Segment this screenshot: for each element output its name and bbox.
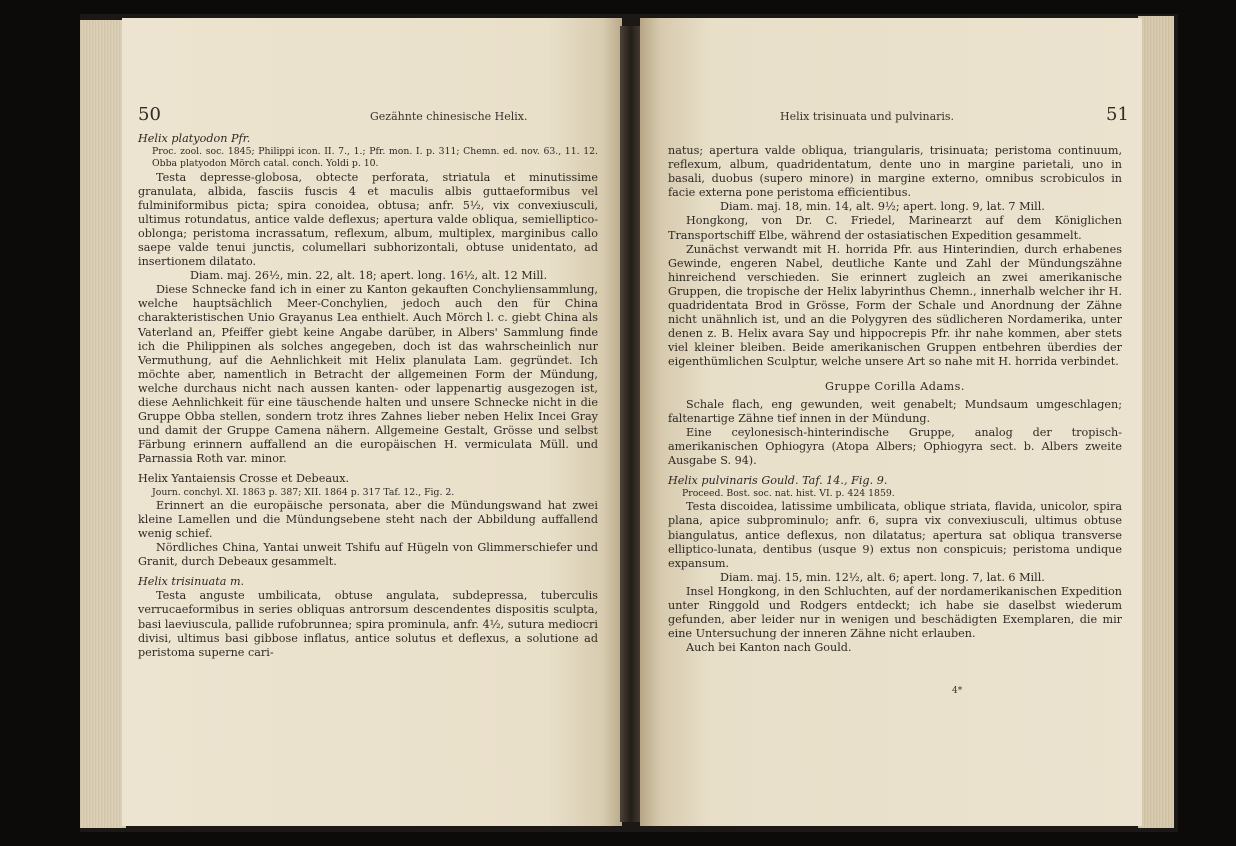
right_page-paragraph: Eine ceylonesisch-hinterindische Gruppe, analog der tropisch-amerikanischen Ophiogyra (Atopa Albers; Ophiogyra sect. b. Albers zweite Ausgabe S. 94). [668,425,1122,467]
left_page-paragraph: Helix platyodon Pfr. [138,132,251,145]
left_page-paragraph: Nördliches China, Yantai unweit Tshifu auf Hügeln von Glimmerschiefer und Granit, durch Debeaux gesammelt. [138,541,598,569]
book-gutter [620,26,642,822]
right_page-paragraph: Diam. maj. 18, min. 14, alt. 9½; apert. long. 9, lat. 7 Mill. [720,200,1045,214]
left_page-paragraph: Helix Yantaiensis Crosse et Debeaux. [138,472,350,486]
left-page [122,18,622,826]
left-page-edges [80,20,126,828]
left_page-paragraph: Erinnert an die europäische personata, aber die Mündungswand hat zwei kleine Lamellen und die Mündungsebene steht nach der Abbildung auffallend wenig schief. [138,498,598,540]
right_page-paragraph: Insel Hongkong, in den Schluchten, auf der nordamerikanischen Expedition unter Ringgold und Rodgers entdeckt; ich habe sie daselbst wiederum gefunden, aber leider nur in wenigen und beschädigten Exemplaren, die mir eine Untersuchung der inneren Zähne nicht erlauben. [668,584,1122,641]
right_page-paragraph: Zunächst verwandt mit H. horrida Pfr. aus Hinterindien, durch erhabenes Gewinde, engeren Nabel, deutliche Kante und Zahl der Mündungszähne hinreichend verschieden. Sie erinnert zugleich an zwei amerikanische Gruppen, die tropische der Helix labyrinthus Chemn., innerhalb welcher ihr H. quadridentata Brod in Grösse, Form der Schale und Anordnung der Zähne nicht unähnlich ist, und an die Polygyren des südlicheren Nordamerika, unter denen z. B. Helix avara Say und hippocrepis Pfr. ihr nahe kommen, aber stets viel kleiner bleiben. Beide amerikanischen Gruppen entbehren überdies der eigenthümlichen Sculptur, welche unsere Art so nahe mit H. horrida verbindet. [668,242,1122,369]
right-running-head: Helix trisinuata und pulvinaris. [780,110,955,123]
left-running-head: Gezähnte chinesische Helix. [370,110,528,123]
right-page-number: 51 [1106,104,1129,125]
right-page [640,18,1142,826]
right_page-paragraph: natus; apertura valde obliqua, triangularis, trisinuata; peristoma continuum, reflexum, album, quadridentatum, dente uno in margine parietali, uno in basali, duobus (supero minore) in margine externo, omnibus scrobiculos in facie externa pone peristoma efficientibus. [668,144,1122,200]
right-page-text [668,144,1122,655]
right_page-paragraph: Diam. maj. 15, min. 12½, alt. 6; apert. long. 7, lat. 6 Mill. [720,570,1045,584]
signature-mark: 4* [952,686,963,696]
right_page-paragraph: Helix pulvinaris Gould. Taf. 14., Fig. 9. [668,474,888,488]
left-page-number: 50 [138,104,161,125]
left_page-paragraph: Proc. zool. soc. 1845; Philippi icon. II. 7., 1.; Pfr. mon. I. p. 311; Chemn. ed. nov. 63., 11. 12. Obba platyodon Mörch catal. conch. Yoldi p. 10. [152,146,598,170]
right_page-paragraph: Testa discoidea, latissime umbilicata, oblique striata, flavida, unicolor, spira plana, apice subprominulo; anfr. 6, supra vix convexiusculi, ultimus obtuse biangulatus, antice deflexus, non dilatatus; apertura sat obliqua transverse elliptico-lunata, dentibus (usque 9) extus non conspicuis; peristoma undique expansum. [668,500,1122,570]
right_page-paragraph: Proceed. Bost. soc. nat. hist. VI. p. 424 1859. [682,488,895,500]
left_page-paragraph: Testa depresse-globosa, obtecte perforata, striatula et minutissime granulata, albida, fasciis fuscis 4 et maculis albis guttaeformibus vel fulminiformibus picta; spira conoidea, obtusa; anfr. 5½, vix convexiusculi, ultimus rotundatus, antice valde deflexus; apertura valde obliqua, semielliptico-oblonga; peristoma incrassatum, reflexum, album, multiplex, marginibus callo saepe valde tenui junctis, columellari subhorizontali, obtuse unidentato, ad insertionem dilatato. [138,170,598,269]
right_page-paragraph: Auch bei Kanton nach Gould. [686,641,852,655]
right-page-edges [1138,16,1174,828]
right_page-paragraph: Schale flach, eng gewunden, weit genabelt; Mundsaum umgeschlagen; faltenartige Zähne tief innen in der Mündung. [668,397,1122,425]
left-page-text [138,132,598,660]
left_page-paragraph: Journ. conchyl. XI. 1863 p. 387; XII. 1864 p. 317 Taf. 12., Fig. 2. [152,486,455,498]
right_page-paragraph: Gruppe Corilla Adams. [825,379,965,393]
left_page-paragraph: Helix trisinuata m. [138,575,245,589]
left_page-paragraph: Diese Schnecke fand ich in einer zu Kanton gekauften Conchyliensammlung, welche hauptsächlich Meer-Conchylien, jedoch auch den für China charakteristischen Unio Grayanus Lea enthielt. Auch Mörch l. c. giebt China als Vaterland an, Pfeiffer giebt keine Angabe darüber, in Albers' Sammlung finde ich die Philippinen als solches angegeben, doch ist das wahrscheinlich nur Vermuthung, auf die Aehnlichkeit mit Helix planulata Lam. gegründet. Ich möchte aber, namentlich in Betracht der allgemeinen Form der Mündung, welche durchaus nicht nach aussen kanten- oder lappenartig ausgezogen ist, diese Aehnlichkeit für eine täuschende halten und unsere Schnecke nicht in die Gruppe Obba stellen, sondern trotz ihres Zahnes lieber neben Helix Incei Gray und damit der Gruppe Camena nähern. Allgemeine Gestalt, Grösse und selbst Färbung erinnern auffallend an die europäischen H. vermiculata Müll. und Parnassia Roth var. minor. [138,283,598,466]
left_page-paragraph: Testa anguste umbilicata, obtuse angulata, subdepressa, tuberculis verrucaeformibus in series obliquas antrorsum descendentes dispositis sculpta, basi laeviuscula, pallide rufobrunnea; spira prominula, anfr. 4½, sutura mediocri divisi, ultimus basi gibbose inflatus, antice solutus et deflexus, a solutione ad peristoma superne cari- [138,589,598,659]
right_page-paragraph: Hongkong, von Dr. C. Friedel, Marinearzt auf dem Königlichen Transportschiff Elbe, während der ostasiatischen Expedition gesammelt. [668,214,1122,242]
left_page-paragraph: Diam. maj. 26½, min. 22, alt. 18; apert. long. 16½, alt. 12 Mill. [190,269,548,283]
